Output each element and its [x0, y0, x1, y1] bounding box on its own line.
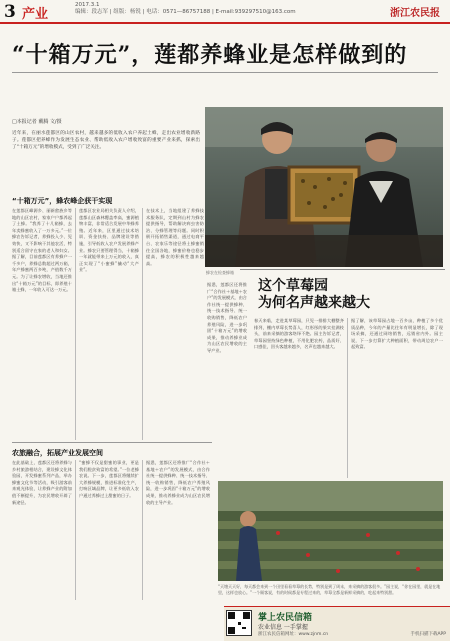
beekeepers-illustration — [205, 107, 443, 267]
article2-column-2: 据了解，该草莓园占地一百多亩，种植了多个优质品种，今年的产量比往年有明显增长，除了现场采摘，还通过网络销售，远销省内外。园主说，下一步打算扩大种植面积，带动周边农户一起致富。 — [351, 318, 443, 350]
section-label: 产业 — [22, 7, 49, 22]
column-divider — [75, 460, 76, 600]
issue-date: 2017.3.1 — [75, 2, 100, 8]
masthead — [0, 0, 450, 22]
qr-code-icon[interactable] — [226, 610, 252, 636]
page-number: 3 — [4, 2, 16, 22]
headline-rule — [12, 72, 438, 73]
strawberry-farm-photo — [218, 481, 443, 581]
subhead-agritourism: 农旅融合，拓展产业发展空间 — [12, 449, 103, 457]
masthead-rule — [0, 22, 450, 24]
beekeepers-photo — [205, 107, 443, 267]
article2-headline: 这个草莓园 为何名声越来越大 — [258, 278, 370, 311]
photo-caption: 蜂农在检查蜂箱 — [206, 270, 234, 275]
article-lead: 近年来，在丽水莲都区的山区农村，越来越多的低收入农户养起土蜂，走出农业增收新路子。莲都区把养蜂作为发展生态农业、帮助低收入农户增收致富的重要产业来抓，探索出了“十箱万元”的增收模式，受到了广泛关注。 — [12, 131, 200, 150]
article1-column-1: 在莲都区峰源乡、丽新畲族乡等地的山区农村，家家户户都养起了土蜂。“我养了十几箱蜂，去年卖蜂蜜收入了一万多元。”一位蜂农告诉记者，养蜂投入少、见效快，又不影响干其他农活，特别适合留守在家的老人和妇女。据了解，目前莲都区有养蜂户一千多户，养蜂总数超过两万箱，年产蜂蜜两百多吨，产值数千万元。为了让蜂农增收，当地还推出“十箱万元”的目标，即养殖十箱土蜂，一年收入可达一万元。 — [12, 208, 72, 293]
section-rule — [12, 442, 212, 443]
article2-top-rule — [240, 269, 445, 270]
article1-column-2: 莲都区农业局相关负责人介绍，莲都山区森林覆盖率高，蜜源植物丰富，非常适合发展中华蜂养殖。近年来，区里通过技术培训、资金扶持、品牌建设等措施，引导低收入农户发展养蜂产业。蜂农只要管理得当，十箱蜂一年就能带来上万元的收入，真正实现了“小蜜蜂”撬动“大产业”。 — [79, 208, 139, 273]
article1-column-7: 据悉，莲都区还将推广“合作社＋基地＋农户”的发展模式，由合作社统一提供蜂种、统一技术指导、统一收购销售，降低农户养殖风险，进一步巩固“十箱万元”的增收成果，推动养蜂业成为山区农民增收的主导产业。 — [146, 460, 210, 505]
editor-line: 编辑：段志军 | 组版：杨锐 | 电话：0571—86757188 | E-mail:939297510@163.com — [75, 9, 296, 15]
article1-column-4-upper: 据悉，莲都区还将推广“合作社＋基地＋农户”的发展模式，由合作社统一提供蜂种、统一技术指导、统一收购销售，降低农户养殖风险，进一步巩固“十箱万元”的增收成果，推动养蜂业成为山区农民增收的主导产业。 — [207, 282, 247, 353]
app-title: 掌上农民信箱 — [258, 613, 313, 623]
column-divider — [142, 460, 143, 600]
strawberry-farm-illustration — [218, 481, 443, 581]
masthead-meta — [75, 2, 296, 16]
article2-column-1: 春天来临，走进某草莓园，只见一排排大棚整齐排列，棚内草莓长势喜人，红彤彤的果实挂满枝头，前来采摘的游客络绎不绝。园主告诉记者，草莓园坚持绿色种植，不用化肥农药，品质好、口感佳，回头客越来越多，名声也越来越大。 — [254, 318, 344, 350]
article1-column-6: “蜜蜂不仅是甜蜜的事业，更是我们脱贫致富的希望。”一位老蜂农说。下一步，莲都区将继续扩大养蜂规模，推进标准化生产，打响区域品牌，让更多低收入农户通过养蜂过上甜蜜的日子。 — [79, 460, 139, 498]
column-divider — [347, 318, 348, 478]
app-slogan: 农业信息 一手掌握 — [258, 624, 308, 631]
app-promo-banner[interactable] — [224, 606, 450, 641]
subhead-ten-boxes: “十箱万元”，蜂农峰企获干实现 — [12, 197, 113, 205]
article2-photo-caption: “天塘天天好，每天都会来到一个田里看看草莓的长势，特别是到了周末，来采摘的游客很多。”园主说，“你在园里，就是在地里，这样也放心。”一个顾客说，有的时候都是专程过来的，草莓全都是新鲜采摘的，吃起来特别甜。 — [218, 584, 441, 595]
column-divider — [75, 208, 76, 440]
article1-column-5: 在此基础上，莲都区还将养蜂与乡村旅游相结合，建设蜂文化体验园，开发蜂蜜系列产品，举办蜂蜜文化节等活动，吸引游客前来观光体验，让养蜂产业的附加值不断提升，为农民增收开辟了新途径。 — [12, 460, 72, 505]
column-divider — [142, 208, 143, 440]
article1-column-3: 在技术上，当地组建了养蜂技术服务队，定期到山村为蜂农提供指导，帮助解决病虫害防治、分蜂管理等问题。同时积极开拓销售渠道，通过电商平台、农家乐等途径将土蜂蜜销往全国各地，蜂蜜价格也稳步提高，蜂农的积极性越来越高。 — [146, 208, 204, 266]
main-headline: “十箱万元”，莲都养蜂业是怎样做到的 — [12, 42, 408, 68]
article-byline: □本报记者 戴腾 文/摄 — [12, 119, 62, 125]
app-download-hint: 手机扫描下载APP — [410, 632, 446, 637]
newspaper-logo: 浙江农民报 — [390, 8, 440, 19]
app-website: 浙江农民信箱网址：www.zjnm.cn — [258, 632, 329, 637]
